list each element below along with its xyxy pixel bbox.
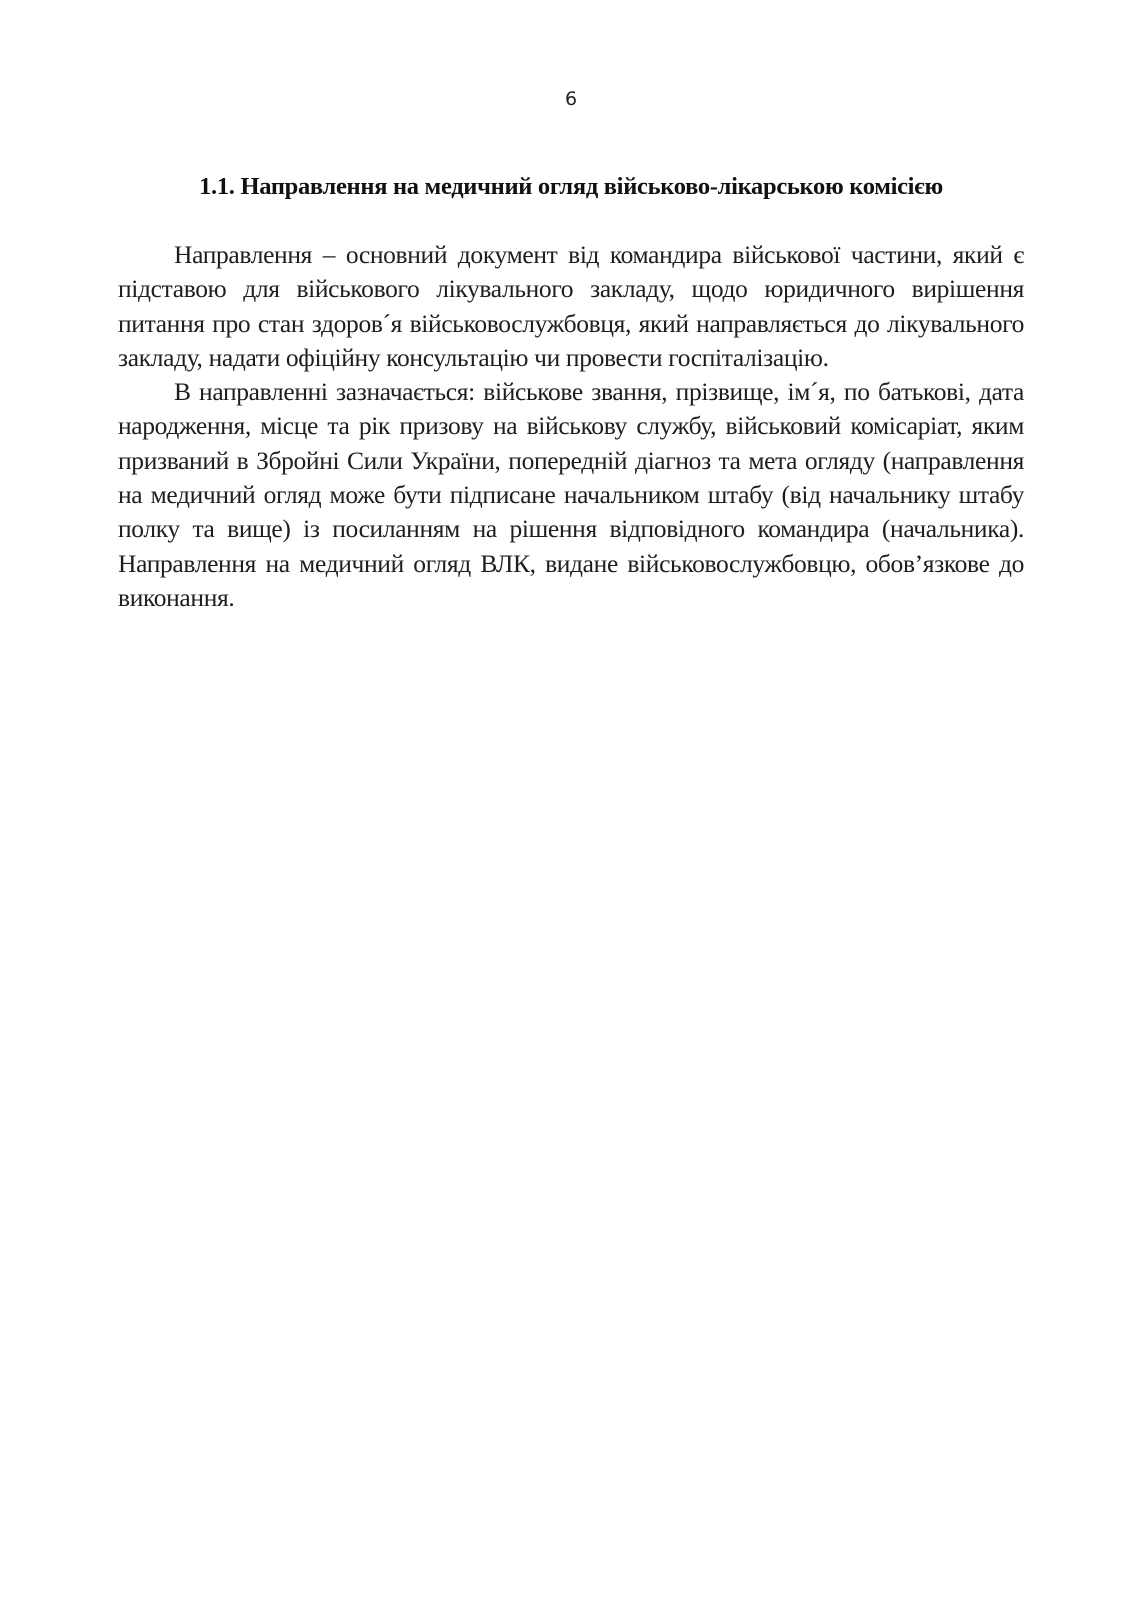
page-number: 6 bbox=[564, 88, 578, 110]
body-text bbox=[118, 238, 1024, 615]
paragraph: Направлення – основний документ від командира військової частини, який є підставою для військового лікувального закладу, щодо юридичного вирішення питання про стан здоров´я військовослужбовця, який направляється до лікувального закладу, надати офіційну консультацію чи провести госпіталізацію. bbox=[118, 240, 1024, 372]
section-heading: 1.1. Направлення на медичний огляд військово-лікарською комісією bbox=[199, 173, 943, 200]
paragraph: В направленні зазначається: військове звання, прізвище, ім´я, по батькові, дата народження, місце та рік призову на військову службу, військовий комісаріат, яким призваний в Збройні Сили України, попередній діагноз та мета огляду (направлення на медичний огляд може бути підписане начальником штабу (від начальнику штабу полку та вище) із посиланням на рішення відповідного командира (начальника). Направлення на медичний огляд ВЛК, видане військовослужбовцю, обов’язкове до виконання. bbox=[118, 377, 1024, 612]
